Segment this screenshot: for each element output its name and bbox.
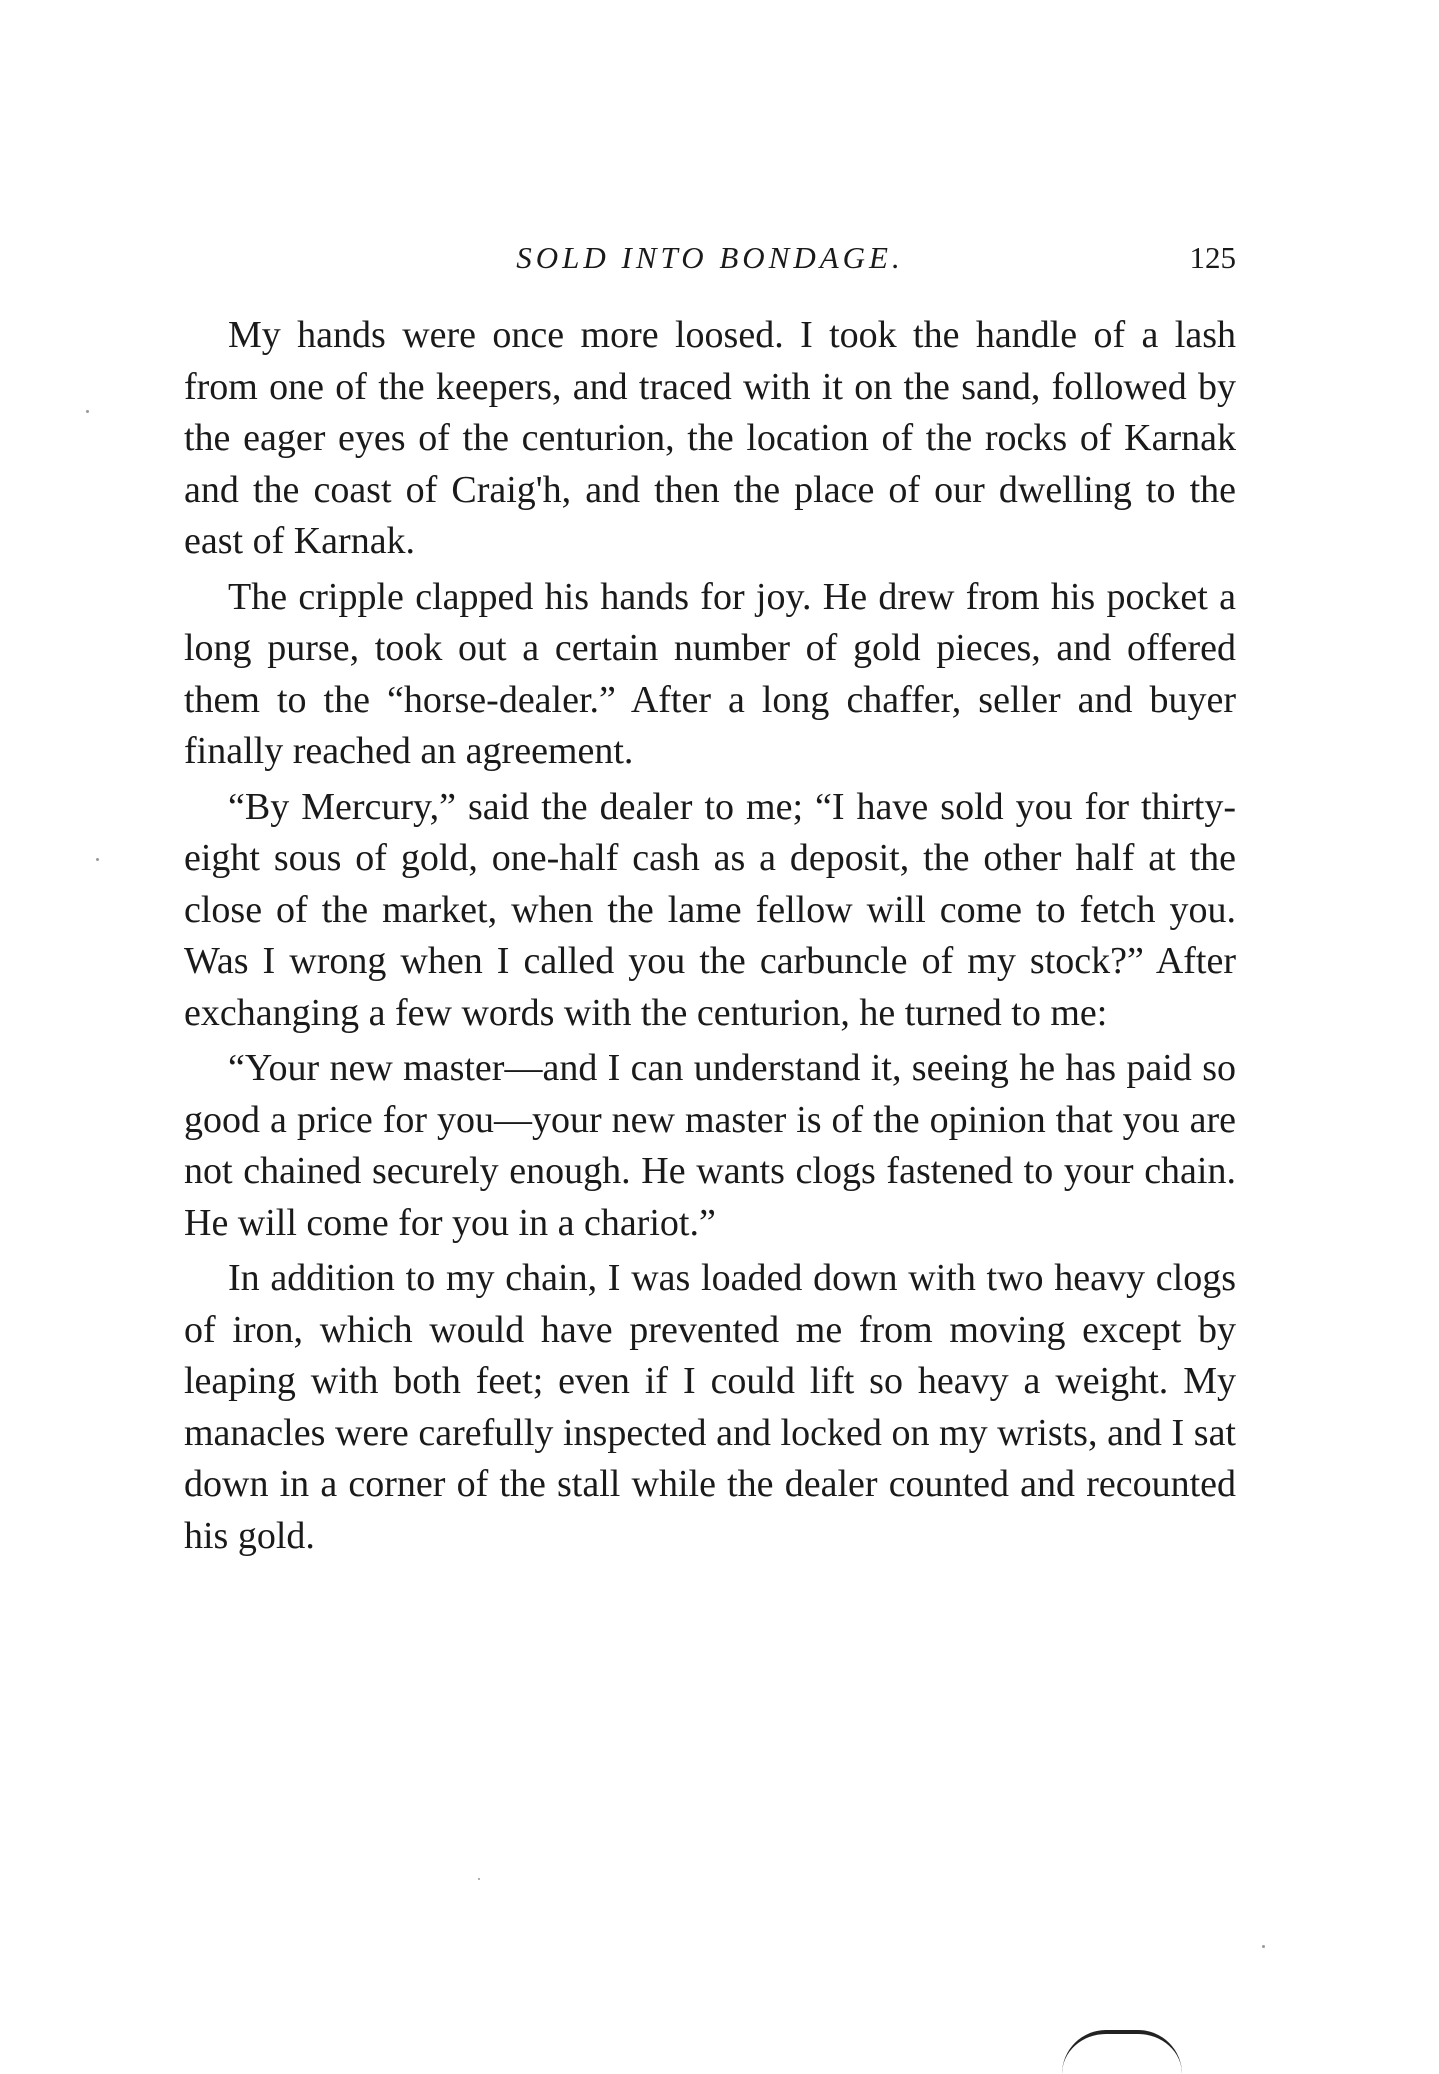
body-text bbox=[184, 310, 1236, 1566]
catchword-fragment bbox=[1062, 2030, 1182, 2074]
page-number: 125 bbox=[1189, 240, 1236, 275]
paragraph-4: “Your new master—and I can understand it, seeing he has paid so good a price for you—your new master is of the opinion that you are not chained securely enough. He wants clogs fastened to your chain. He will come for you in a chariot.” bbox=[184, 1047, 1236, 1244]
paper-speck bbox=[86, 410, 89, 413]
running-head bbox=[184, 240, 1236, 290]
paper-speck bbox=[96, 858, 99, 861]
paragraph-3: “By Mercury,” said the dealer to me; “I have sold you for thirty-eight sous of gold, one-half cash as a deposit, the other half at the close of the market, when the lame fellow will come to fetch you. Was I wrong when I called you the carbuncle of my stock?” After exchanging a few words with the centurion, he turned to me: bbox=[184, 785, 1236, 1034]
paper-speck bbox=[1262, 1945, 1265, 1948]
running-title: SOLD INTO BONDAGE. bbox=[516, 240, 904, 275]
paragraph-5: In addition to my chain, I was loaded down with two heavy clogs of iron, which would have prevented me from moving except by leaping with both feet; even if I could lift so heavy a weight. My manacles were carefully inspected and locked on my wrists, and I sat down in a corner of the stall while the dealer counted and recounted his gold. bbox=[184, 1257, 1236, 1557]
paragraph-1: My hands were once more loosed. I took the handle of a lash from one of the keepers, and traced with it on the sand, followed by the eager eyes of the centurion, the location of the rocks of Karnak and the coast of Craig'h, and then the place of our dwelling to the east of Karnak. bbox=[184, 314, 1236, 562]
paragraph-2: The cripple clapped his hands for joy. He drew from his pocket a long purse, took out a certain number of gold pieces, and offered them to the “horse-dealer.” After a long chaffer, seller and buyer finally reached an agreement. bbox=[184, 575, 1236, 772]
paper-speck bbox=[478, 1878, 480, 1880]
